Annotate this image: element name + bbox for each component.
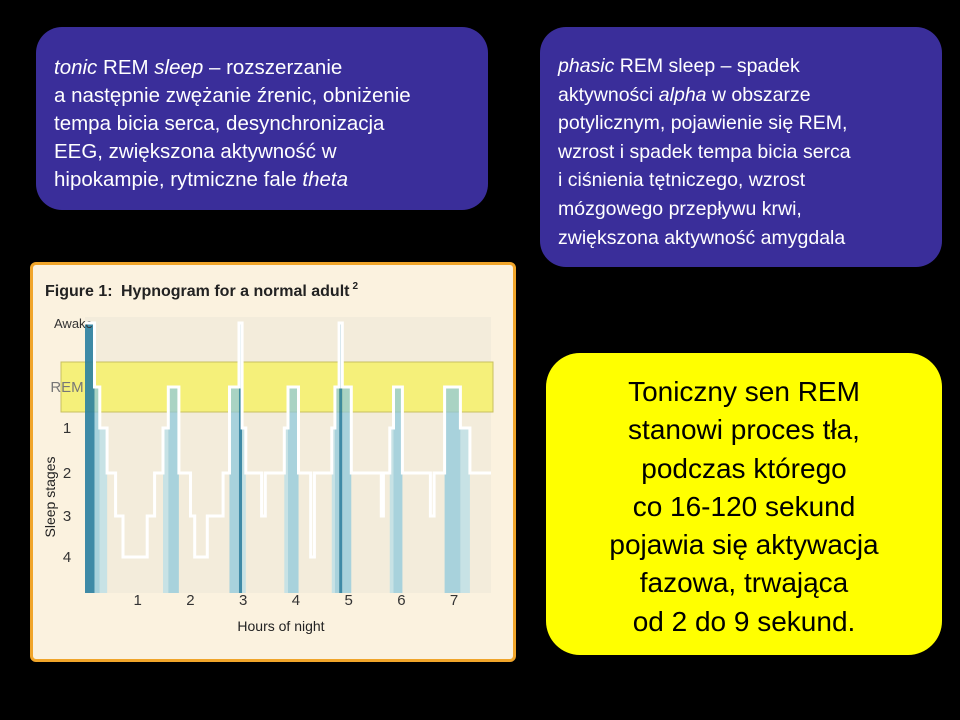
phasic-rem-description [540, 27, 942, 267]
tonic-text-run: a następnie zwężanie źrenic, obniżenie [54, 84, 411, 107]
phasic-text-run: aktywności [558, 83, 659, 106]
phasic-text-run: REM sleep – spadek [614, 55, 800, 77]
phasic-text-run: i ciśnienia tętniczego, wzrost [558, 169, 806, 192]
x-tick-label: 6 [397, 592, 406, 609]
y-tick-label: REM [50, 379, 84, 396]
summary-line: co 16-120 sekund [632, 490, 856, 522]
y-tick-label: Awake [54, 316, 93, 331]
chart-title [121, 281, 358, 300]
tonic-line [54, 110, 470, 138]
summary-line: pojawia się aktywacja [609, 529, 879, 561]
tonic-text-run: tonic [54, 56, 98, 79]
summary-line: od 2 do 9 sekund. [632, 605, 856, 637]
tonic-text-run: EEG, zwiększona aktywność w [54, 140, 337, 163]
tonic-line [54, 54, 470, 82]
tonic-line [54, 138, 470, 166]
chart-title-text: Hypnogram for a normal adult [121, 283, 350, 300]
phasic-line [558, 81, 930, 110]
phasic-line [558, 52, 930, 81]
stage-fill [168, 387, 179, 593]
summary-line: stanowi proces tła, [628, 414, 860, 446]
figure-label: Figure 1: [45, 283, 113, 300]
tonic-text-run: theta [302, 168, 348, 191]
rem-band [61, 362, 493, 412]
x-axis-label: Hours of night [237, 618, 325, 634]
tonic-text-run: – rozszerzanie [203, 56, 343, 79]
phasic-line [558, 195, 930, 224]
phasic-text-run: alpha [658, 83, 707, 106]
phasic-line [558, 224, 930, 253]
y-tick-label: 2 [62, 465, 72, 482]
x-tick-label: 2 [186, 592, 195, 609]
y-axis-label: Sleep stages [42, 456, 58, 538]
summary-line: podczas którego [641, 452, 847, 484]
phasic-text-run: zwiększona aktywność amygdala [558, 226, 846, 249]
phasic-text-run: phasic [558, 55, 615, 77]
hypnogram-figure [30, 262, 516, 662]
hypnogram-chart [33, 265, 519, 665]
tonic-text-run: tempa bicia serca, desynchronizacja [54, 112, 385, 135]
x-tick-label: 3 [239, 592, 248, 609]
x-tick-label: 7 [449, 592, 459, 609]
summary-line: fazowa, trwająca [639, 567, 849, 599]
phasic-text-run: potylicznym, pojawienie się REM, [558, 112, 848, 135]
phasic-line [558, 109, 930, 138]
tonic-line [54, 166, 470, 194]
y-tick-label: 4 [62, 549, 72, 566]
phasic-line [558, 166, 930, 195]
x-tick-label: 1 [133, 592, 142, 609]
stage-fill [288, 387, 299, 593]
tonic-text-run: hipokampie, rytmiczne fale [54, 168, 303, 191]
y-tick-label: 1 [62, 420, 72, 437]
tonic-line [54, 82, 470, 110]
summary-line: Toniczny sen REM [628, 376, 860, 407]
x-tick-label: 4 [291, 592, 301, 609]
tonic-text-run: sleep [154, 56, 204, 79]
chart-title-superscript: 2 [352, 281, 359, 292]
phasic-text-run: wzrost i spadek tempa bicia serca [558, 140, 851, 163]
tonic-rem-summary [546, 353, 942, 655]
phasic-text-run: mózgowego przepływu krwi, [558, 197, 802, 220]
tonic-rem-description [36, 27, 488, 210]
stage-fill [445, 387, 461, 593]
y-tick-label: 3 [62, 508, 72, 525]
phasic-text-run: w obszarze [706, 83, 811, 106]
phasic-line [558, 138, 930, 167]
tonic-text-run: REM [97, 56, 155, 79]
x-tick-label: 5 [344, 592, 353, 609]
